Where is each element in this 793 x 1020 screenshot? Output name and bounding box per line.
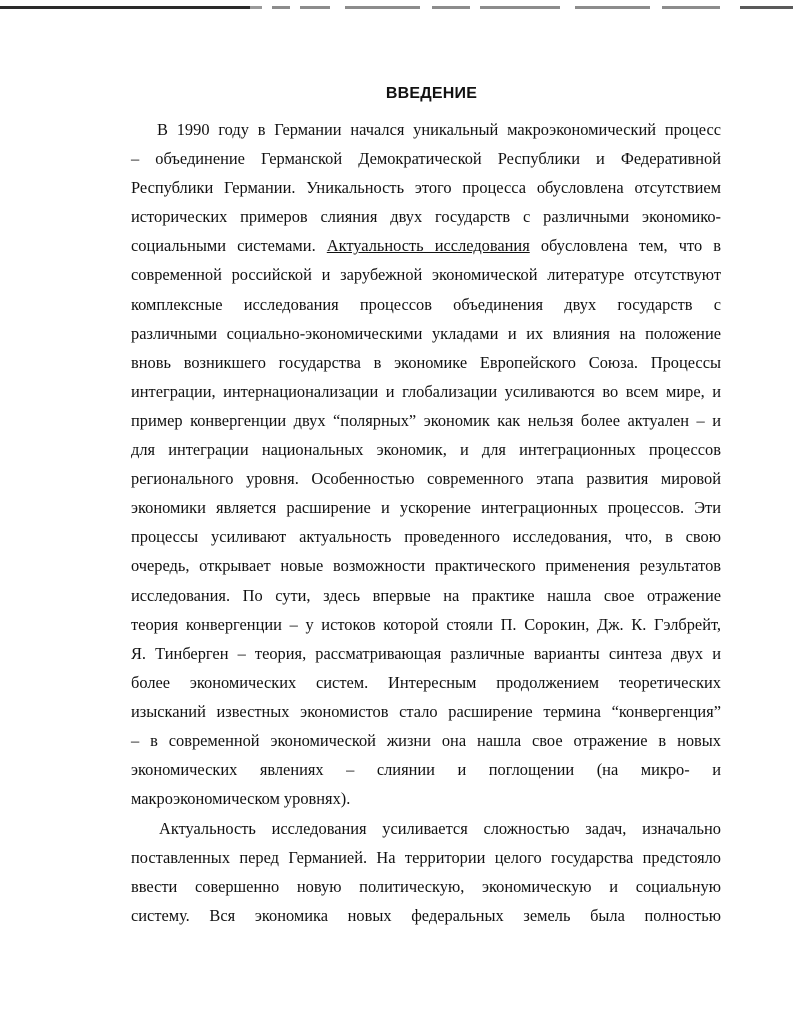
paragraph-2 [131, 814, 721, 930]
scan-edge-rule [0, 6, 793, 9]
text-line-with-underline [131, 231, 721, 260]
text-line: систему. Вся экономика новых федеральных земель была полностью [131, 906, 721, 926]
text-line: пример конвергенции двух “полярных” экономик как нельзя более актуален – и [131, 410, 721, 430]
text-line: экономических явлениях – слиянии и поглощении (на микро- и [131, 760, 721, 780]
text-line: макроэкономическом уровнях). [131, 789, 351, 809]
text-line: – в современной экономической жизни она нашла свое отражение в новых [131, 730, 721, 750]
text-line: Республики Германии. Уникальность этого процесса обусловлена отсутствием [131, 178, 721, 198]
text-line: очередь, открывает новые возможности практического применения результатов [131, 556, 721, 576]
underlined-phrase: Актуальность исследования [326, 236, 530, 256]
text-fragment: обусловлена тем, что в [529, 236, 722, 256]
text-line: ввести совершенно новую политическую, экономическую и социальную [131, 877, 721, 897]
text-line: – объединение Германской Демократической Республики и Федеративной [131, 149, 721, 169]
text-line: комплексные исследования процессов объединения двух государств с [131, 294, 721, 314]
text-fragment: социальными системами. [131, 236, 327, 256]
text-line: экономики является расширение и ускорение интеграционных процессов. Эти [131, 498, 721, 518]
text-line: вновь возникшего государства в экономике Европейского Союза. Процессы [131, 352, 721, 372]
text-line: для интеграции национальных экономик, и для интеграционных процессов [131, 440, 721, 460]
text-line: Я. Тинберген – теория, рассматривающая различные варианты синтеза двух и [131, 643, 721, 663]
text-line: изысканий известных экономистов стало расширение термина “конвергенция” [131, 701, 721, 721]
text-line: поставленных перед Германией. На территории целого государства предстояло [131, 848, 721, 868]
text-line: процессы усиливают актуальность проведенного исследования, что, в свою [131, 527, 721, 547]
text-line: исследования. По сути, здесь впервые на практике нашла свое отражение [131, 585, 721, 605]
text-line: различными социально-экономическими укладами и их влияния на положение [131, 323, 721, 343]
text-line: регионального уровня. Особенностью современного этапа развития мировой [131, 469, 721, 489]
text-line: интеграции, интернационализации и глобализации усиливаются во всем мире, и [131, 381, 721, 401]
text-line: современной российской и зарубежной экономической литературе отсутствуют [131, 265, 721, 285]
text-line: теория конвергенции – у истоков которой стояли П. Сорокин, Дж. К. Гэлбрейт, [131, 614, 721, 634]
text-line: более экономических систем. Интересным продолжением теоретических [131, 672, 721, 692]
text-line: исторических примеров слияния двух государств с различными экономико- [131, 207, 721, 227]
text-line: В 1990 году в Германии начался уникальный макроэкономический процесс [157, 120, 721, 139]
paragraph-1 [131, 115, 721, 813]
text-line: Актуальность исследования усиливается сложностью задач, изначально [159, 819, 721, 838]
page-heading: ВВЕДЕНИЕ [385, 85, 478, 102]
